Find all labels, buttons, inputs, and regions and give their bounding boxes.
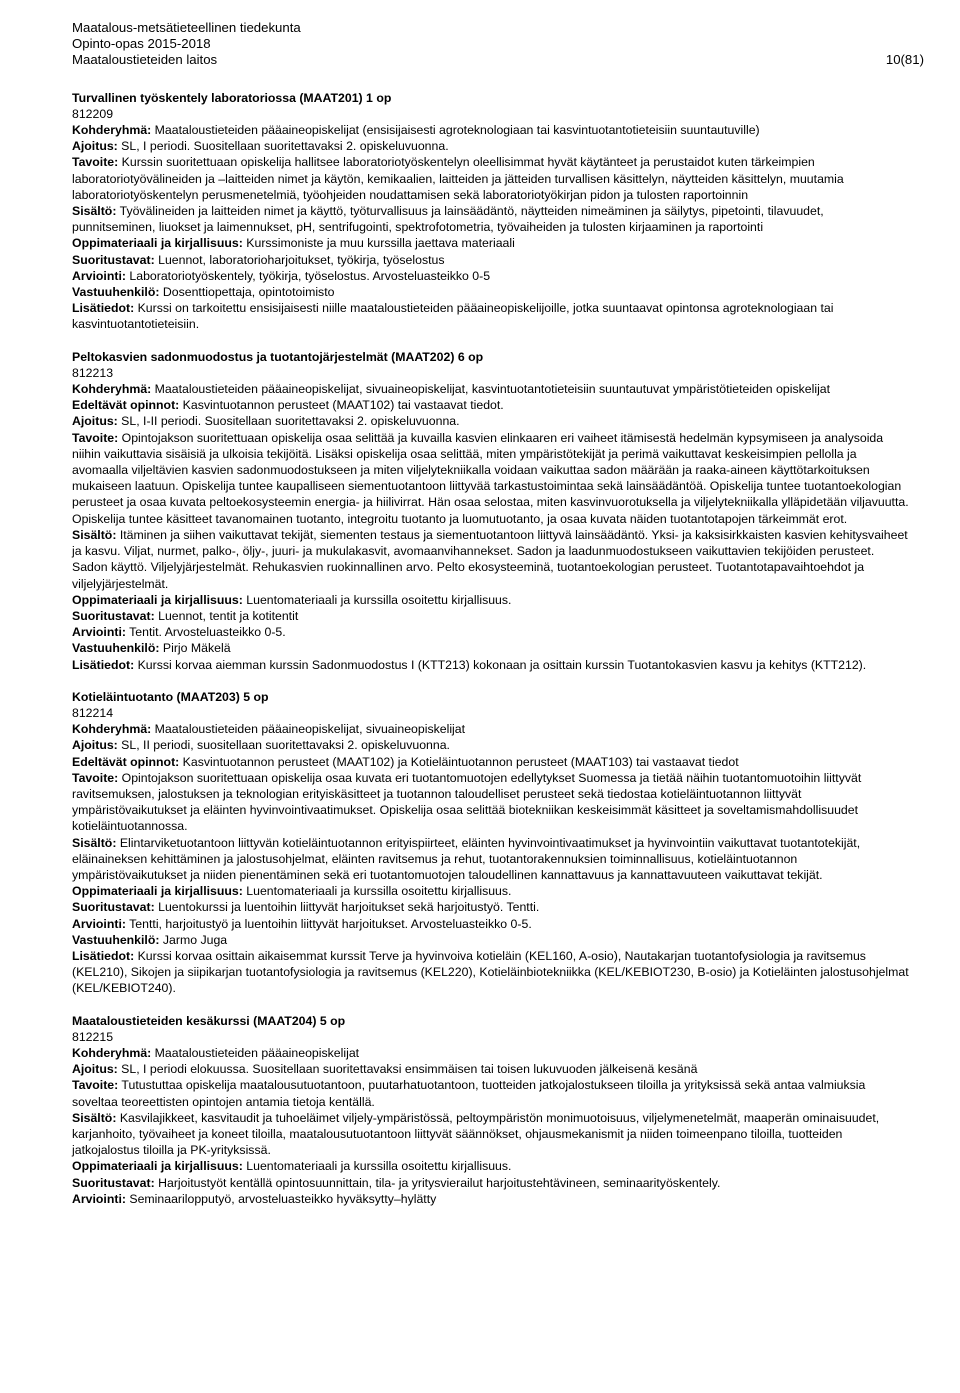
- course-field: [72, 252, 910, 268]
- field-text: Maataloustieteiden pääaineopiskelijat (ensisijaisesti agroteknologiaan tai kasvintuotantotieteisiin suuntautuville): [151, 123, 760, 138]
- course-field: [72, 284, 910, 300]
- course-list: [72, 90, 910, 1207]
- field-label: Ajoitus:: [72, 1062, 118, 1077]
- course-field: [72, 300, 910, 332]
- field-label: Arviointi:: [72, 268, 126, 283]
- course-field: [72, 1191, 910, 1207]
- course-field: [72, 916, 910, 932]
- field-label: Suoritustavat:: [72, 900, 155, 915]
- field-text: Maataloustieteiden pääaineopiskelijat: [151, 1045, 360, 1060]
- course-field: [72, 592, 910, 608]
- field-label: Sisältö:: [72, 1110, 117, 1125]
- field-text: Kurssi on tarkoitettu ensisijaisesti niille maataloustieteiden pääaineopiskelijoille, jotka suuntaavat opintonsa agroteknologiaan tai kasvintuotantotieteisiin.: [72, 301, 834, 332]
- course-field: [72, 268, 910, 284]
- course-block: [72, 349, 910, 673]
- course-field: [72, 624, 910, 640]
- course-field: [72, 640, 910, 656]
- field-text: Maataloustieteiden pääaineopiskelijat, sivuaineopiskelijat, kasvintuotantotieteisiin suuntautuvat ympäristötieteiden opiskelijat: [151, 382, 831, 397]
- field-text: Pirjo Mäkelä: [159, 641, 231, 656]
- field-text: Kasvintuotannon perusteet (MAAT102) tai vastaavat tiedot.: [179, 398, 504, 413]
- field-text: Itäminen ja siihen vaikuttavat tekijät, siementen testaus ja siementuotantoon liittyvä lainsäädäntö. Yksi- ja kaksisirkkaisten kasvien kehitysvaiheet ja kasvu. Viljat, nurmet, palko-, öljy-, juuri- ja mukulakasvit, avomaanvihannekset. Sadon ja laadunmuodostukseen vaikuttavien tekijöiden perusteet. Sadon käyttö. Viljelyjärjestelmät. Rehukasvien ruokinnallinen arvo. Pelto ekosysteeminä, tuotantoekologian perusteet. Tuotantotapavaihtoehdot ja viljelyjärjestelmät.: [72, 527, 908, 591]
- field-label: Tavoite:: [72, 430, 119, 445]
- field-label: Arviointi:: [72, 916, 126, 931]
- field-text: Luentomateriaali ja kurssilla osoitettu kirjallisuus.: [242, 1159, 512, 1174]
- field-label: Tavoite:: [72, 770, 119, 785]
- field-label: Suoritustavat:: [72, 608, 155, 623]
- course-field: [72, 657, 910, 673]
- course-field: [72, 397, 910, 413]
- field-label: Kohderyhmä:: [72, 1045, 152, 1060]
- field-text: Kurssin suoritettuaan opiskelija hallitsee laboratoriotyöskentelyn oleellisimmat hyvät käytänteet ja perustaidot kuten tärkeimpien laboratoriotyövälineiden ja –laitteiden nimet ja käytön, kemikaalien, laitteiden ja jätteiden turvallisen käsittelyn, näytteiden käsittelyn, muutamia laboratoriotyöskentelyn perusmenetelmiä, työohjeiden noudattamisen sekä laboratoriotyökirjan pidon ja tulosten raportoinnin: [72, 155, 844, 202]
- field-text: Kurssi korvaa aiemman kurssin Sadonmuodostus I (KTT213) kokonaan ja osittain kurssin Tuotantokasvien kasvu ja kehitys (KTT212).: [134, 657, 867, 672]
- course-title: Peltokasvien sadonmuodostus ja tuotantojärjestelmät (MAAT202) 6 op: [72, 349, 484, 364]
- field-label: Lisätiedot:: [72, 657, 135, 672]
- field-label: Tavoite:: [72, 155, 119, 170]
- field-label: Oppimateriaali ja kirjallisuus:: [72, 236, 243, 251]
- field-text: Kasvilajikkeet, kasvitaudit ja tuhoeläimet viljely-ympäristössä, peltoympäristön monimuotoisuus, viljelymenetelmät, maaperän ominaisuudet, karjanhoito, työvaiheet ja koneet tiloilla, maatalousutuotantoon liittyvät säännökset, ohjausmekanismit ja niiden toimeenpano tiloilla, tuotteiden jatkojalostus tiloilla ja PK-yrityksissä.: [72, 1110, 880, 1158]
- course-field: [72, 1158, 910, 1174]
- course-field: [72, 1175, 910, 1191]
- course-field: [72, 527, 910, 592]
- field-text: SL, II periodi, suositellaan suoritettavaksi 2. opiskeluvuonna.: [117, 738, 450, 753]
- field-text: Seminaarilopputyö, arvosteluasteikko hyväksytty–hylätty: [125, 1191, 437, 1206]
- course-field: [72, 883, 910, 899]
- course-code: 812209: [72, 106, 114, 121]
- field-label: Vastuuhenkilö:: [72, 641, 160, 656]
- field-label: Edeltävät opinnot:: [72, 398, 180, 413]
- field-text: Dosenttiopettaja, opintotoimisto: [159, 285, 335, 300]
- field-text: Kurssimoniste ja muu kurssilla jaettava materiaali: [242, 236, 515, 251]
- field-text: Tutustuttaa opiskelija maatalousutuotantoon, puutarhatuotantoon, tuotteiden jatkojalostukseen tiloilla ja yrityksissä sekä antaa valmiuksia soveltaa teoreettisten opintojen antamia tietoja kentällä.: [72, 1078, 866, 1109]
- field-text: Harjoitustyöt kentällä opintosuunnittain, tila- ja yritysvierailut harjoitustehtävineen, seminaarityöskentely.: [154, 1175, 721, 1190]
- field-label: Ajoitus:: [72, 414, 118, 429]
- field-text: Elintarviketuotantoon liittyvän kotieläintuotannon erityispiirteet, eläinten hyvinvointivaatimukset ja hyvinvointiin vaikuttavat tuotantotekijät, eläinaineksen kehittäminen ja jalostusohjelmat, eläinten ravitsemus ja rehut, tuotantorakennuksien toiminnallisuus, kotieläintuotannon ympäristövaikutukset ja niiden pienentäminen sekä eri tuotantomuotojen taloudellinen kannattavuus ja kannattavuuteen vaikuttavat tekijät.: [72, 835, 861, 882]
- department-name: Maataloustieteiden laitos: [72, 52, 218, 68]
- field-label: Kohderyhmä:: [72, 382, 152, 397]
- field-label: Suoritustavat:: [72, 1175, 155, 1190]
- course-field: [72, 1077, 910, 1109]
- course-field: [72, 737, 910, 753]
- field-text: Työvälineiden ja laitteiden nimet ja käyttö, työturvallisuus ja lainsäädäntö, näytteiden nimeäminen ja säilytys, pipetointi, tilavuudet, punnitseminen, liuokset ja laimennukset, pH, sentrifugointi, spektrofotometria, työvaiheiden ja tulosten kirjaaminen ja raportointi: [72, 204, 824, 235]
- course-field: [72, 235, 910, 251]
- course-field: [72, 154, 910, 203]
- field-label: Kohderyhmä:: [72, 722, 152, 737]
- field-text: Maataloustieteiden pääaineopiskelijat, sivuaineopiskelijat: [151, 722, 466, 737]
- field-label: Suoritustavat:: [72, 252, 155, 267]
- course-field: [72, 608, 910, 624]
- course-field: [72, 430, 910, 527]
- field-label: Vastuuhenkilö:: [72, 932, 160, 947]
- page-number: 10(81): [885, 52, 924, 67]
- course-field: [72, 138, 910, 154]
- field-label: Oppimateriaali ja kirjallisuus:: [72, 884, 243, 899]
- course-field: [72, 1110, 910, 1159]
- course-field: [72, 1045, 910, 1061]
- course-title: Kotieläintuotanto (MAAT203) 5 op: [72, 689, 269, 704]
- course-code: 812214: [72, 705, 114, 720]
- course-field: [72, 413, 910, 429]
- course-code: 812215: [72, 1029, 114, 1044]
- course-field: [72, 721, 910, 737]
- course-field: [72, 770, 910, 835]
- field-text: SL, I periodi elokuussa. Suositellaan suoritettavaksi ensimmäisen tai toisen lukuvuoden jälkeisenä kesänä: [117, 1062, 698, 1077]
- field-text: Opintojakson suoritettuaan opiskelija osaa kuvata eri tuotantomuotojen edellytykset Suomessa ja tietää näihin tuotantomuotoihin liittyvät ravitsemuksen, jalostuksen ja teknologian erityiskäsitteet ja tuotannon taloudelliset perusteet sekä tiedostaa kotieläintuotannon liittyvät ympäristövaikutukset ja eläinten hyvinvointivaatimukset. Opiskelija osaa selittää biotekniikan keskeisimmät käsitteet ja soveltamismahdollisuudet kotieläintuotannossa.: [72, 770, 862, 834]
- field-label: Ajoitus:: [72, 139, 118, 154]
- field-label: Sisältö:: [72, 204, 117, 219]
- course-field: [72, 122, 910, 138]
- page-header: [72, 20, 924, 69]
- field-text: Jarmo Juga: [159, 932, 228, 947]
- field-label: Tavoite:: [72, 1078, 119, 1093]
- course-field: [72, 948, 910, 997]
- faculty-name: Maatalous-metsätieteellinen tiedekunta: [72, 20, 301, 35]
- field-label: Lisätiedot:: [72, 301, 135, 316]
- course-block: [72, 689, 910, 997]
- course-title: Turvallinen työskentely laboratoriossa (MAAT201) 1 op: [72, 90, 392, 105]
- course-field: [72, 932, 910, 948]
- field-text: SL, I-II periodi. Suositellaan suoritettavaksi 2. opiskeluvuonna.: [117, 414, 460, 429]
- course-field: [72, 381, 910, 397]
- field-text: Tentit. Arvosteluasteikko 0-5.: [125, 625, 286, 640]
- guide-title: Opinto-opas 2015-2018: [72, 36, 211, 52]
- course-field: [72, 754, 910, 770]
- course-block: [72, 1013, 910, 1207]
- field-label: Oppimateriaali ja kirjallisuus:: [72, 1159, 243, 1174]
- document-page: [72, 20, 924, 1223]
- course-title: Maataloustieteiden kesäkurssi (MAAT204) 5 op: [72, 1013, 346, 1028]
- field-label: Oppimateriaali ja kirjallisuus:: [72, 592, 243, 607]
- field-label: Edeltävät opinnot:: [72, 754, 180, 769]
- field-text: Tentti, harjoitustyö ja luentoihin liittyvät harjoitukset. Arvosteluasteikko 0-5.: [125, 916, 532, 931]
- field-label: Vastuuhenkilö:: [72, 285, 160, 300]
- field-text: Luentomateriaali ja kurssilla osoitettu kirjallisuus.: [242, 592, 512, 607]
- field-label: Sisältö:: [72, 835, 117, 850]
- course-field: [72, 203, 910, 235]
- field-label: Arviointi:: [72, 625, 126, 640]
- field-text: Luentokurssi ja luentoihin liittyvät harjoitukset sekä harjoitustyö. Tentti.: [154, 900, 540, 915]
- field-label: Kohderyhmä:: [72, 123, 152, 138]
- field-text: Opintojakson suoritettuaan opiskelija osaa selittää ja kuvailla kasvien elinkaaren eri vaiheet itämisestä hedelmän kypsymiseen ja analysoida niihin vaikuttavia sisäisiä ja ulkoisia tekijöitä. Lisäksi opiskelija osaa selittää, miten ympäristötekijät ja perimä vaikuttavat keskeisimpien pellolla ja avomaalla viljeltävien kasvien sadonmuodostukseen ja miten viljelytekniikalla voidaan vaikuttaa sadon määrään ja raaka-aineen käyttötarkoituksen mukaiseen laatuun. Opiskelija tuntee kaupalliseen siementuotantoon liittyvää tarkastustoimintaa sekä lainsäädäntöä. Opiskelija tuntee tuotantoekologian perusteet ja osaa kuvata peltoekosysteemin energia- ja hiilivirrat. Hän osaa selostaa, miten kasvinvuorotuksella ja viljelytekniikalla ylläpidetään viljavuutta. Opiskelija tuntee käsitteet tavanomainen tuotanto, integroitu tuotanto ja luomutuotanto, ja osaa kuvata näiden tuotantotapojen tärkeimmät erot.: [72, 430, 909, 526]
- course-field: [72, 835, 910, 884]
- field-label: Sisältö:: [72, 527, 117, 542]
- field-text: Luennot, laboratorioharjoitukset, työkirja, työselostus: [154, 252, 445, 267]
- field-text: Laboratoriotyöskentely, työkirja, työselostus. Arvosteluasteikko 0-5: [125, 268, 491, 283]
- course-code: 812213: [72, 365, 114, 380]
- field-label: Ajoitus:: [72, 738, 118, 753]
- course-field: [72, 899, 910, 915]
- field-label: Lisätiedot:: [72, 948, 135, 963]
- field-text: Luennot, tentit ja kotitentit: [154, 608, 299, 623]
- field-text: SL, I periodi. Suositellaan suoritettavaksi 2. opiskeluvuonna.: [117, 139, 449, 154]
- course-field: [72, 1061, 910, 1077]
- field-text: Kasvintuotannon perusteet (MAAT102) ja Kotieläintuotannon perusteet (MAAT103) tai vastaavat tiedot: [179, 754, 739, 769]
- field-text: Luentomateriaali ja kurssilla osoitettu kirjallisuus.: [242, 884, 512, 899]
- course-block: [72, 90, 910, 333]
- field-label: Arviointi:: [72, 1191, 126, 1206]
- field-text: Kurssi korvaa osittain aikaisemmat kurssit Terve ja hyvinvoiva kotieläin (KEL160, A-osio), Nautakarjan tuotantofysiologia ja ravitsemus (KEL210), Sikojen ja siipikarjan tuotantofysiologia ja ravitsemus (KEL220), Kotieläinbiotekniikka (KEL/KEBIOT230, B-osio) ja Kotieläinten jalostusohjelmat (KEL/KEBIOT240).: [72, 948, 909, 996]
